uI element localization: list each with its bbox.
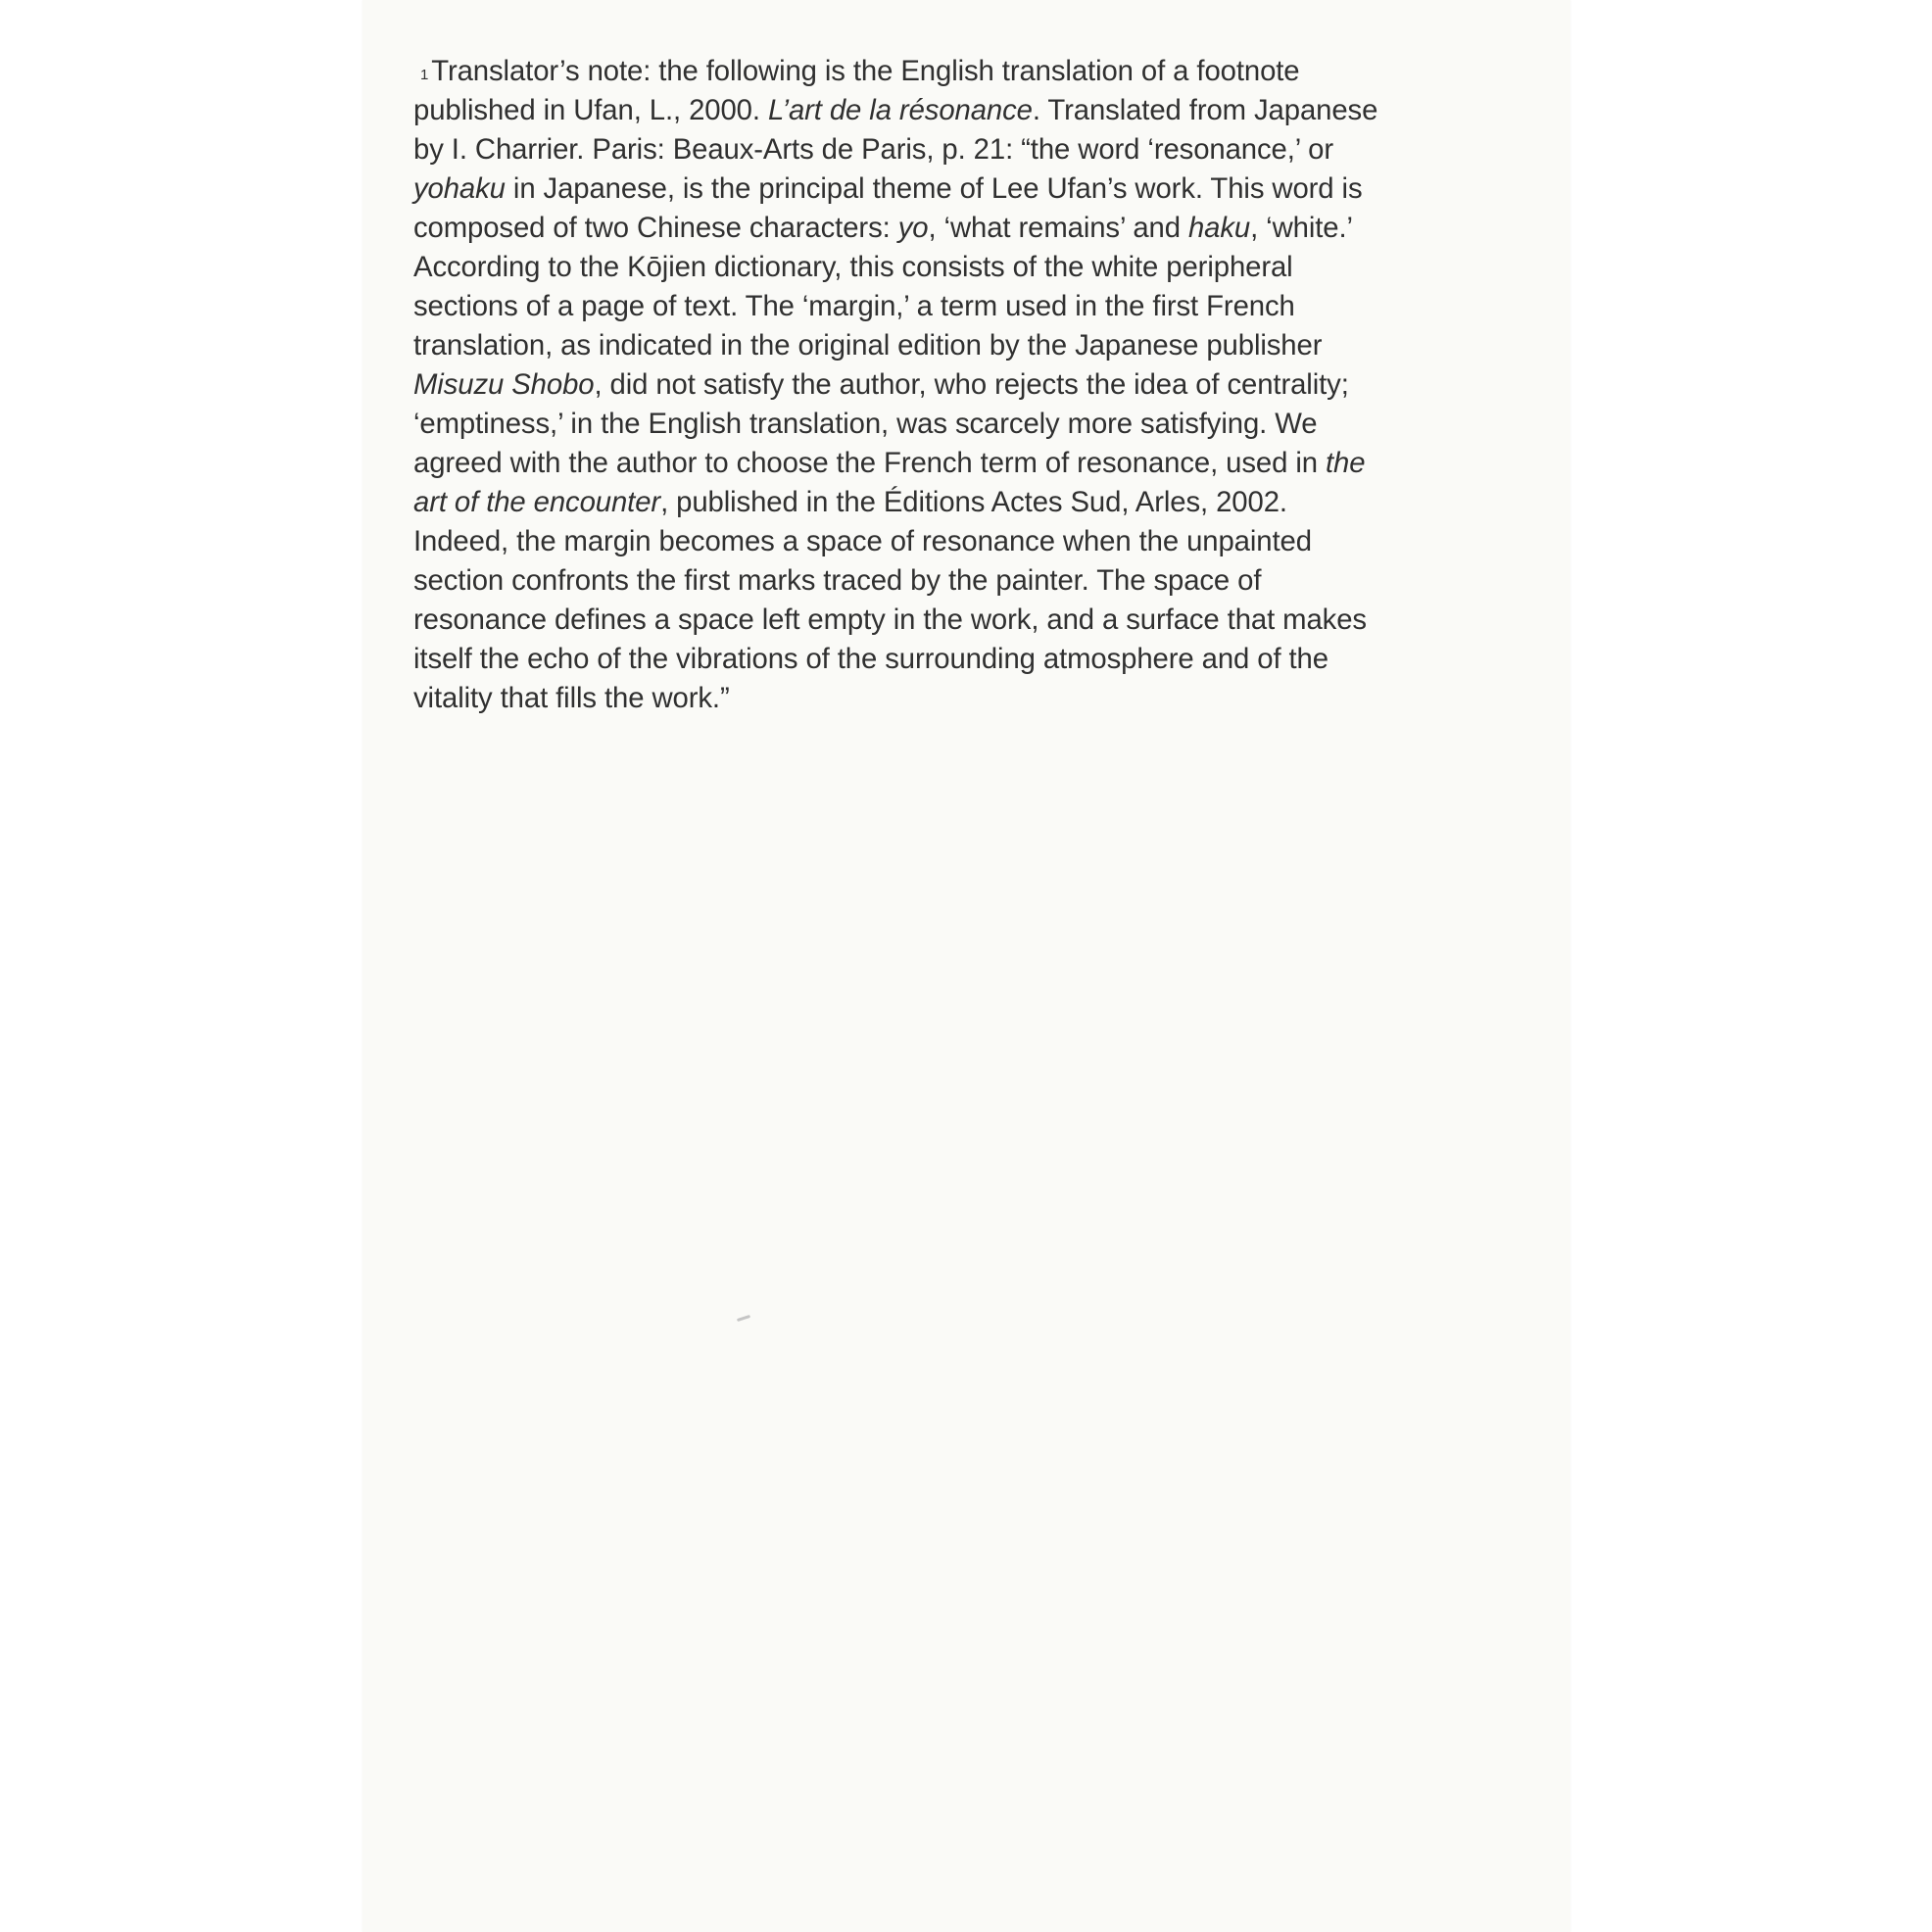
footnote-text: published in Ufan, L., 2000. bbox=[413, 94, 768, 126]
footnote-text: agreed with the author to choose the French term of resonance, used in bbox=[413, 447, 1326, 479]
translator-footnote bbox=[413, 52, 1540, 718]
footnote-text: by I. Charrier. Paris: Beaux-Arts de Paris, p. 21: “the word ‘resonance,’ or bbox=[413, 133, 1333, 166]
footnote-line bbox=[413, 287, 1540, 326]
footnote-line bbox=[413, 248, 1540, 287]
publisher-italic: Misuzu Shobo bbox=[413, 368, 595, 401]
term-italic: yo bbox=[897, 212, 929, 244]
footnote-text: section confronts the first marks traced by the painter. The space of bbox=[413, 564, 1262, 597]
footnote-text: itself the echo of the vibrations of the surrounding atmosphere and of the bbox=[413, 643, 1328, 675]
footnote-line bbox=[413, 679, 1540, 718]
book-title-italic: art of the encounter bbox=[413, 486, 661, 518]
footnote-text: in Japanese, is the principal theme of Lee Ufan’s work. This word is bbox=[505, 172, 1363, 205]
footnote-line bbox=[413, 640, 1540, 679]
footnote-line bbox=[413, 209, 1540, 248]
footnote-text: ‘emptiness,’ in the English translation, was scarcely more satisfying. We bbox=[413, 408, 1318, 440]
footnote-text: , did not satisfy the author, who rejects the idea of centrality; bbox=[594, 368, 1349, 401]
footnote-text: sections of a page of text. The ‘margin,’ a term used in the first French bbox=[413, 290, 1295, 322]
footnote-text: Translator’s note: the following is the English translation of a footnote bbox=[431, 55, 1300, 87]
footnote-line bbox=[413, 52, 1540, 91]
book-title-italic: L’art de la résonance bbox=[767, 94, 1033, 126]
footnote-line bbox=[413, 522, 1540, 561]
footnote-text: resonance defines a space left empty in the work, and a surface that makes bbox=[413, 604, 1367, 636]
footnote-text: , ‘white.’ bbox=[1250, 212, 1353, 244]
footnote-line bbox=[413, 561, 1540, 601]
footnote-text: Indeed, the margin becomes a space of resonance when the unpainted bbox=[413, 525, 1312, 557]
footnote-text: , published in the Éditions Actes Sud, Arles, 2002. bbox=[660, 486, 1287, 518]
footnote-marker: 1 bbox=[420, 67, 429, 83]
book-title-italic: the bbox=[1325, 447, 1366, 479]
term-italic: haku bbox=[1187, 212, 1251, 244]
footnote-line bbox=[413, 169, 1540, 209]
footnote-line bbox=[413, 444, 1540, 483]
footnote-text: translation, as indicated in the original edition by the Japanese publisher bbox=[413, 329, 1323, 362]
footnote-text: composed of two Chinese characters: bbox=[413, 212, 898, 244]
footnote-line bbox=[413, 601, 1540, 640]
footnote-line bbox=[413, 405, 1540, 444]
term-italic: yohaku bbox=[413, 172, 506, 205]
footnote-text: According to the Kōjien dictionary, this consists of the white peripheral bbox=[413, 251, 1293, 283]
footnote-text: . Translated from Japanese bbox=[1032, 94, 1378, 126]
footnote-line bbox=[413, 326, 1540, 365]
footnote-text: vitality that fills the work.” bbox=[413, 682, 730, 714]
footnote-line bbox=[413, 483, 1540, 522]
footnote-line bbox=[413, 130, 1540, 169]
footnote-text: , ‘what remains’ and bbox=[928, 212, 1188, 244]
footnote-line bbox=[413, 91, 1540, 130]
footnote-line bbox=[413, 365, 1540, 405]
